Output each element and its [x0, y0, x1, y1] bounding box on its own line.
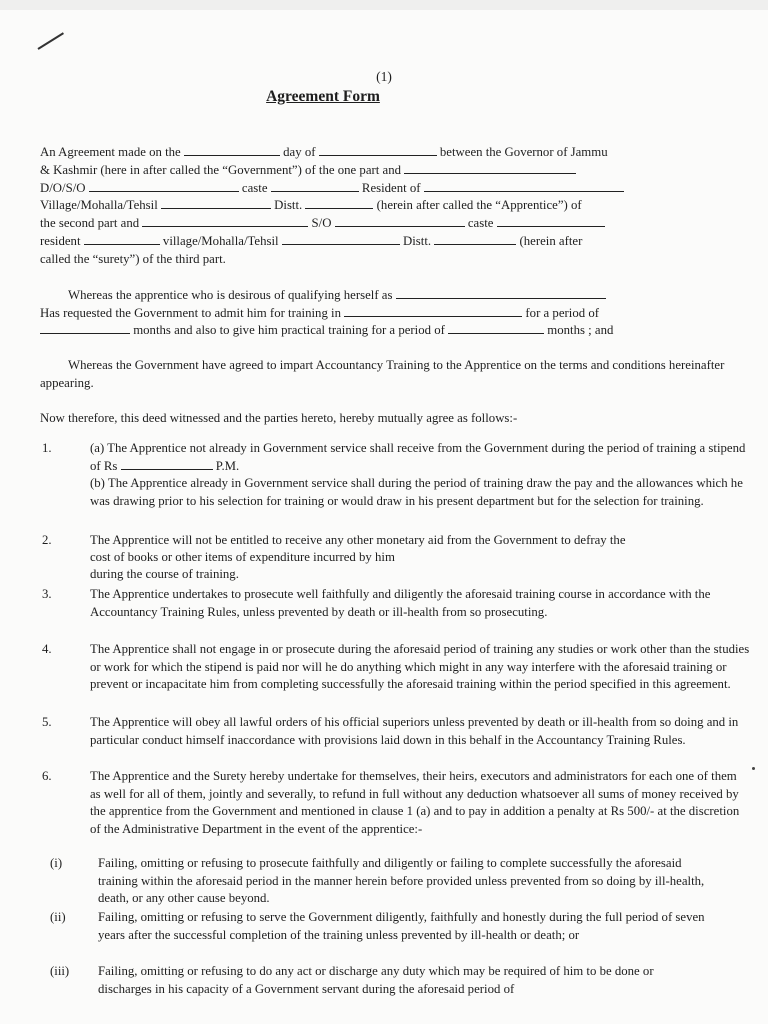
pen-mark [37, 32, 64, 50]
blank-village[interactable] [161, 197, 271, 209]
sub-text: Failing, omitting or refusing to serve the Government diligently, faithfully and honestly during the full period of seven years after the successful completion of the training unless prevented by ill-health or death; or [98, 910, 705, 942]
clause-number: 2. [42, 533, 52, 547]
preamble-line-4: Village/Mohalla/Tehsil Distt. (herein after called the “Apprentice”) of [40, 198, 582, 212]
preamble-line-7: called the “surety”) of the third part. [40, 252, 226, 266]
blank-residence[interactable] [424, 180, 624, 192]
blank-surety-name[interactable] [142, 215, 308, 227]
clause-5-text: The Apprentice will obey all lawful orders of his official superiors unless prevented by death or ill-health from so doing and in particular conduct himself inaccordance with provisions laid down in this behalf in the Accountancy Training Rules. [90, 715, 739, 747]
sub-text: Failing, omitting or refusing to prosecute faithfully and diligently or failing to complete successfully the aforesaid training within the aforesaid period in the manner herein before provided unless prevented from so doing by ill-health, death, or any other cause beyond. [98, 856, 705, 906]
clause-4 [40, 641, 752, 713]
clause-number: 1. [42, 441, 52, 455]
clause-4-text: The Apprentice shall not engage in or prosecute during the aforesaid period of training any studies or work other than the studies or work for which the stipend is paid nor will he do anything which might in any way interfere with the aforesaid training or prevent or incapacitate him from completing successfully the aforesaid training within the period specified in this agreement. [90, 642, 750, 692]
whereas2-paragraph: Whereas the Government have agreed to impart Accountancy Training to the Apprentice on the terms and conditions hereinafter appearing. [40, 358, 725, 390]
blank-surety-parent[interactable] [335, 215, 465, 227]
blank-month[interactable] [319, 144, 437, 156]
clause-1b: (b) The Apprentice already in Government service shall during the period of training draw the pay and the allowances which he was drawing prior to his selection for training or would draw in his present department but for the selection for training. [90, 476, 743, 508]
blank-training-in[interactable] [344, 305, 522, 317]
clause-number: 3. [42, 587, 52, 601]
blank-parent[interactable] [89, 180, 239, 192]
blank-surety-village[interactable] [282, 233, 400, 245]
blank-qualification[interactable] [396, 287, 606, 299]
blank-stipend[interactable] [121, 458, 213, 470]
clause-3-text: The Apprentice undertakes to prosecute well faithfully and diligently the aforesaid training course in accordance with the Accountancy Training Rules, unless prevented by death or ill-health from so prosecuting. [90, 587, 711, 619]
blank-surety-resident[interactable] [84, 233, 160, 245]
sub-text: Failing, omitting or refusing to do any act or discharge any duty which may be required of him to be done or discharges in his capacity of a Government servant during the aforesaid period of [98, 964, 654, 996]
preamble-line-3: D/O/S/O caste Resident of [40, 180, 624, 198]
clause-number: 5. [42, 715, 52, 729]
clause-2-line-2: cost of books or other items of expenditure incurred by him [90, 550, 395, 564]
preamble-line-5: the second part and S/O caste [40, 215, 605, 233]
clause-1 [40, 440, 752, 530]
blank-practical-months[interactable] [448, 322, 544, 334]
clause-2-line-1: The Apprentice will not be entitled to receive any other monetary aid from the Government to defray the [90, 533, 626, 547]
scan-edge-shadow [0, 0, 768, 10]
sub-number: (ii) [50, 910, 66, 924]
blank-surety-district[interactable] [434, 233, 516, 245]
blank-surety-caste[interactable] [497, 215, 605, 227]
whereas1-line-2: Has requested the Government to admit him for training in for a period of [40, 306, 599, 320]
clause-3 [40, 586, 752, 640]
blank-caste[interactable] [271, 180, 359, 192]
clause-number: 4. [42, 642, 52, 656]
preamble-line-6: resident village/Mohalla/Tehsil Distt. (herein after [40, 234, 583, 248]
blank-months[interactable] [40, 322, 130, 334]
blank-district[interactable] [305, 197, 373, 209]
clause-5 [40, 714, 752, 768]
sub-number: (iii) [50, 964, 70, 978]
whereas1-line-3: months and also to give him practical training for a period of months ; and [40, 322, 613, 340]
stray-dot [752, 767, 755, 770]
clause-2-line-3: during the course of training. [90, 567, 239, 581]
now-therefore: Now therefore, this deed witnessed and the parties hereto, hereby mutually agree as follows:- [40, 411, 518, 425]
clause-number: 6. [42, 769, 52, 783]
clause-1a: (a) The Apprentice not already in Government service shall receive from the Government during the period of training a stipend of Rs P.M. [90, 441, 746, 473]
blank-party-name[interactable] [404, 162, 576, 174]
whereas1-line-1: Whereas the apprentice who is desirous of qualifying herself as [68, 287, 606, 305]
page-title: Agreement Form [266, 88, 380, 105]
blank-date[interactable] [184, 144, 280, 156]
preamble-line-2: & Kashmir (here in after called the “Government”) of the one part and [40, 162, 576, 180]
preamble-line-1: An Agreement made on the day of between the Governor of Jammu [40, 145, 608, 159]
page-number: (1) [376, 69, 392, 84]
clause-6-text: The Apprentice and the Surety hereby undertake for themselves, their heirs, executors and administrators for each one of them as well for all of them, jointly and severally, to refund in full without any deduction whatsoever all sums of money received by the apprentice from the Government and mentioned in clause 1 (a) and to pay in addition a penalty at Rs 500/- at the discretion of the Administrative Department in the event of the apprentice:- [90, 769, 740, 836]
sub-number: (i) [50, 856, 63, 870]
clause-2 [40, 532, 752, 586]
